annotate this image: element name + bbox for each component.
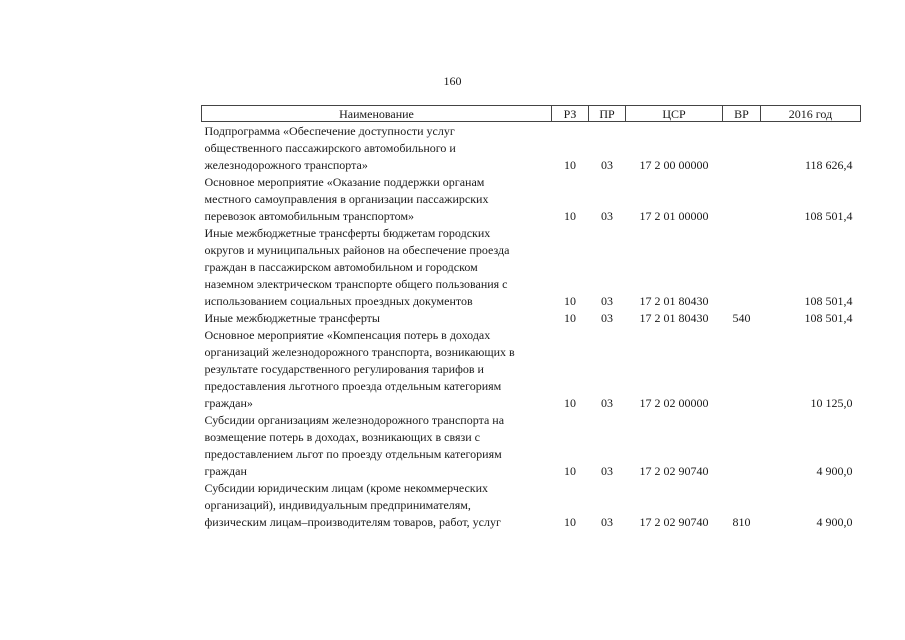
row-name-line: Иные межбюджетные трансферты бюджетам городских [204,226,491,240]
row-rz: 10 [564,209,576,223]
table-row [202,327,861,412]
row-rz: 10 [564,396,576,410]
table-row [202,310,861,327]
row-name-line: Подпрограмма «Обеспечение доступности услуг [204,124,455,138]
row-name-line: Иные межбюджетные трансферты [204,311,380,325]
row-name-line: организаций железнодорожного транспорта, возникающих в [204,345,515,359]
row-name-line: граждан в пассажирском автомобильном и городском [204,260,478,274]
row-pr: 03 [601,311,613,325]
table-row [202,480,861,531]
row-rz: 10 [564,515,576,529]
row-name-line: физическим лицам–производителям товаров, работ, услуг [204,515,501,529]
row-rz: 10 [564,294,576,308]
row-csr: 17 2 02 90740 [639,464,709,478]
row-name-line: граждан [204,464,247,478]
header-rz: РЗ [552,106,589,122]
row-name-line: Основное мероприятие «Оказание поддержки органам [204,175,485,189]
page-number: 160 [443,74,462,88]
header-year: 2016 год [761,106,861,122]
table-row [202,174,861,225]
row-pr: 03 [601,158,613,172]
row-rz: 10 [564,464,576,478]
row-vr: 810 [732,515,751,529]
row-vr [723,225,761,310]
row-name-line: Субсидии организациям железнодорожного транспорта на [204,413,505,427]
row-name-line: местного самоуправления в организации пассажирских [204,192,489,206]
row-csr: 17 2 01 80430 [639,311,709,325]
row-amount: 108 501,4 [804,311,853,325]
row-name-line: округов и муниципальных районов на обеспечение проезда [204,243,510,257]
header-vr: ВР [723,106,761,122]
budget-table [201,105,861,531]
table-row [202,225,861,310]
row-name-line: результате государственного регулирования тарифов и [204,362,484,376]
row-pr: 03 [601,464,613,478]
row-csr: 17 2 01 80430 [639,294,709,308]
row-name-line: возмещение потерь в доходах, возникающих в связи с [204,430,480,444]
header-csr: ЦСР [626,106,723,122]
row-vr: 540 [732,311,751,325]
row-name [202,310,552,327]
row-name-line: Субсидии юридическим лицам (кроме некоммерческих [204,481,489,495]
row-name [202,480,552,531]
row-csr: 17 2 02 90740 [639,515,709,529]
row-name-line: наземном электрическом транспорте общего пользования с [204,277,508,291]
row-amount: 10 125,0 [810,396,853,410]
row-name-line: граждан» [204,396,253,410]
row-vr [723,412,761,480]
row-pr: 03 [601,209,613,223]
row-name [202,327,552,412]
row-name-line: Основное мероприятие «Компенсация потерь в доходах [204,328,491,342]
row-pr: 03 [601,515,613,529]
table-row [202,412,861,480]
row-name [202,225,552,310]
row-rz: 10 [564,311,576,325]
table-row [202,122,861,175]
row-vr [723,327,761,412]
row-name-line: организаций), индивидуальным предпринимателям, [204,498,471,512]
row-amount: 4 900,0 [816,464,853,478]
header-name: Наименование [202,106,552,122]
row-amount: 108 501,4 [804,209,853,223]
row-name [202,174,552,225]
header-pr: ПР [589,106,626,122]
row-amount: 118 626,4 [804,158,853,172]
row-rz: 10 [564,158,576,172]
row-name-line: перевозок автомобильным транспортом» [204,209,415,223]
row-amount: 108 501,4 [804,294,853,308]
row-name-line: использованием социальных проездных документов [204,294,473,308]
row-amount: 4 900,0 [816,515,853,529]
row-pr: 03 [601,396,613,410]
row-name-line: железнодорожного транспорта» [204,158,368,172]
row-name [202,412,552,480]
row-name-line: предоставлением льгот по проезду отдельным категориям [204,447,502,461]
row-csr: 17 2 01 00000 [639,209,709,223]
row-csr: 17 2 00 00000 [639,158,709,172]
row-name [202,122,552,175]
row-csr: 17 2 02 00000 [639,396,709,410]
row-vr [723,174,761,225]
row-vr [723,122,761,175]
row-name-line: предоставления льготного проезда отдельным категориям [204,379,502,393]
row-name-line: общественного пассажирского автомобильного и [204,141,456,155]
row-pr: 03 [601,294,613,308]
table-body [202,122,861,532]
table-header-row [202,106,861,122]
